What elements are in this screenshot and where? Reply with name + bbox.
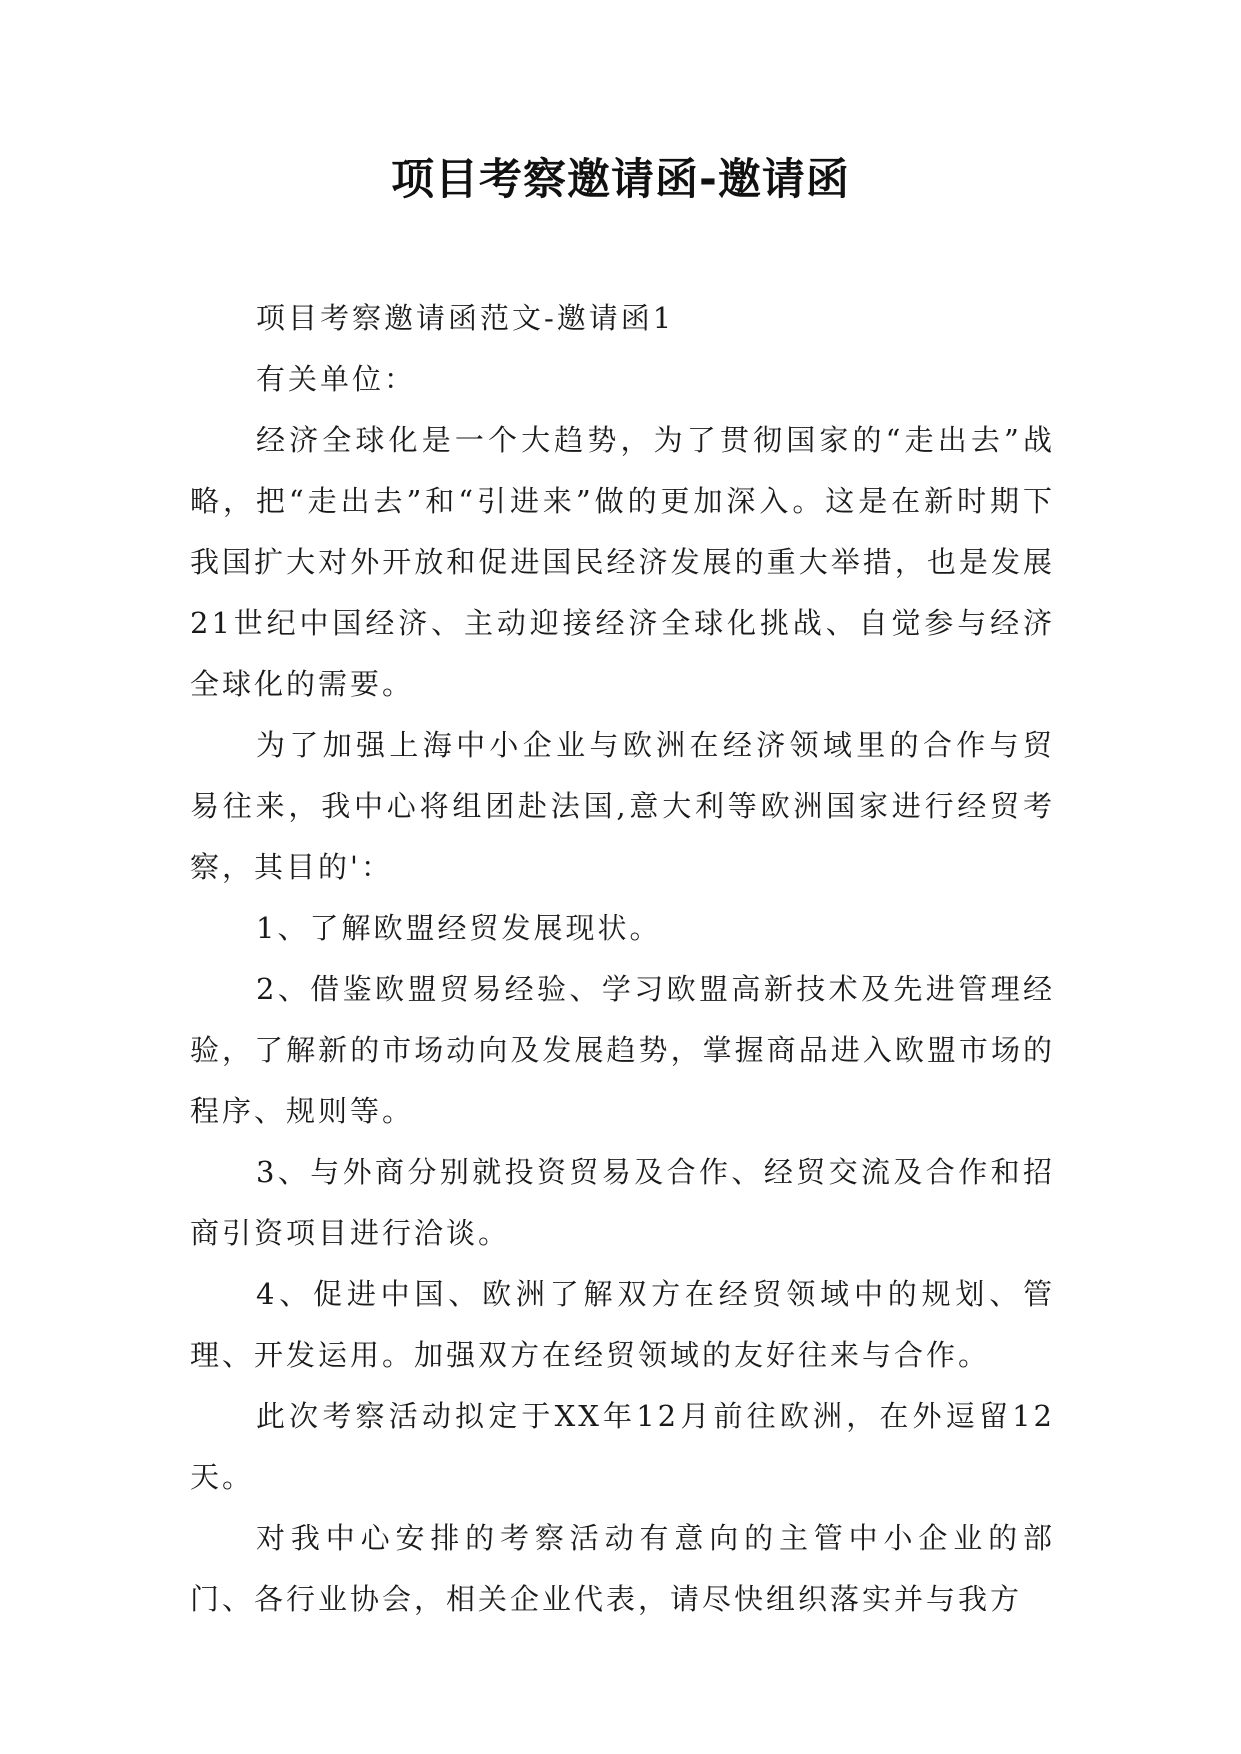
paragraph-background: 经济全球化是一个大趋势，为了贯彻国家的“走出去”战略，把“走出去”和“引进来”做的更加深入。这是在新时期下我国扩大对外开放和促进国民经济发展的重大举措，也是发展21世纪中国经济、主动迎接经济全球化挑战、自觉参与经济全球化的需要。 [190,423,1055,701]
paragraph-salutation: 有关单位： [256,362,417,396]
paragraph-item-2: 2、借鉴欧盟贸易经验、学习欧盟高新技术及先进管理经验，了解新的市场动向及发展趋势，掌握商品进入欧盟市场的程序、规则等。 [190,972,1055,1128]
paragraph-closing: 对我中心安排的考察活动有意向的主管中小企业的部门、各行业协会，相关企业代表，请尽快组织落实并与我方 [190,1521,1055,1616]
paragraph-purpose: 为了加强上海中小企业与欧洲在经济领域里的合作与贸易往来，我中心将组团赴法国,意大利等欧洲国家进行经贸考察，其目的'： [190,728,1055,884]
paragraph-schedule: 此次考察活动拟定于XX年12月前往欧洲，在外逗留12天。 [190,1399,1055,1494]
document-body [190,288,1055,1630]
paragraph-subtitle: 项目考察邀请函范文-邀请函1 [256,301,675,335]
paragraph-item-1: 1、了解欧盟经贸发展现状。 [256,911,662,945]
paragraph-item-4: 4、促进中国、欧洲了解双方在经贸领域中的规划、管理、开发运用。加强双方在经贸领域的友好往来与合作。 [190,1277,1055,1372]
document-title: 项目考察邀请函-邀请函 [391,155,850,205]
paragraph-item-3: 3、与外商分别就投资贸易及合作、经贸交流及合作和招商引资项目进行洽谈。 [190,1155,1055,1250]
